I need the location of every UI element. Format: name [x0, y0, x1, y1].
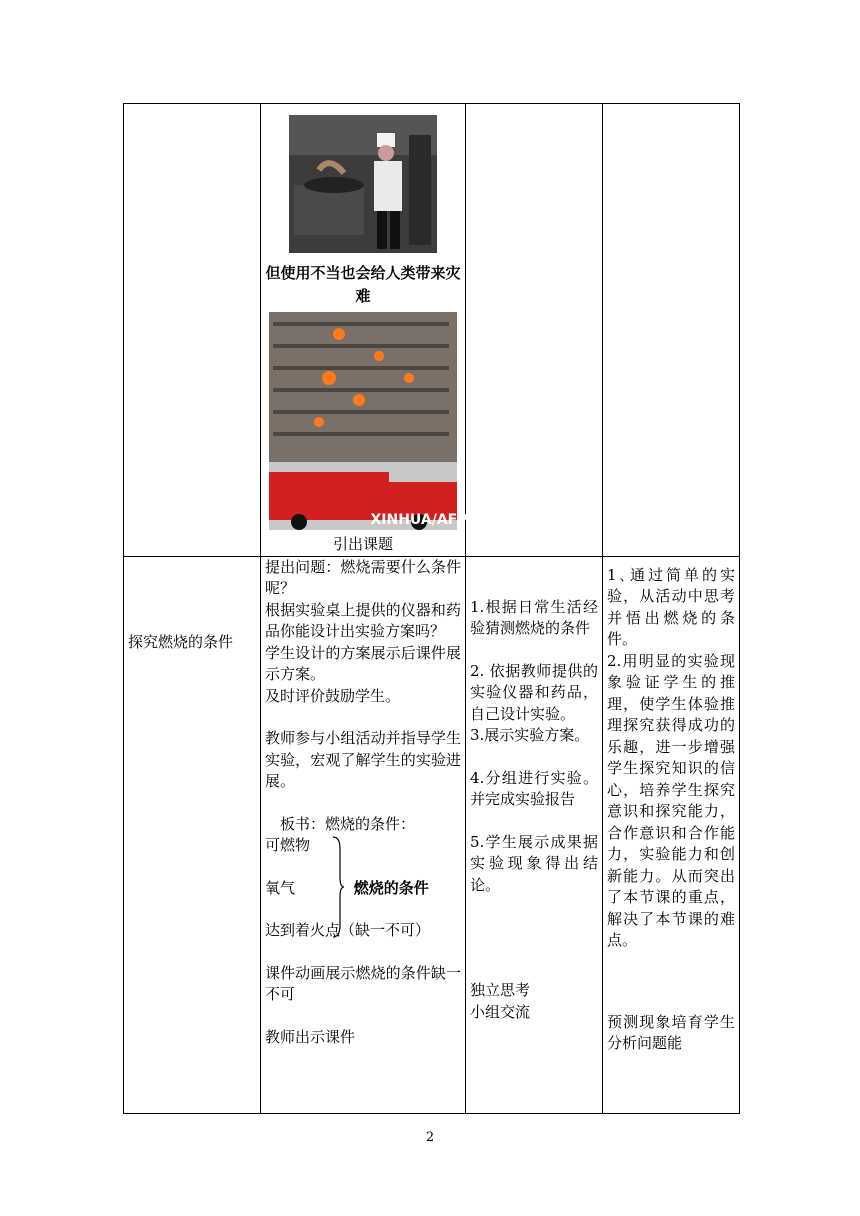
board-conditions	[265, 835, 461, 942]
intent-text: 2.用明显的实验现象验证学生的推理，使学生体验推理探究获得成功的乐趣，进一步增强学生探究知识的信心，培养学生探究意识和探究能力，合作意识和合作能力，实验能力和创新能力。从而突出了本节课的重点，解决了本节课的难点。	[607, 651, 735, 949]
page-number: 2	[425, 1130, 435, 1145]
building-fire-photo	[269, 312, 468, 530]
student-cell-empty	[466, 104, 603, 557]
condition-label: 燃烧的条件	[353, 878, 429, 897]
table-row	[124, 104, 740, 557]
board-title: 板书：燃烧的条件：	[265, 814, 416, 833]
teacher-text: 及时评价鼓励学生。	[265, 686, 401, 705]
student-text: 5.学生展示成果据实验现象得出结论。	[470, 832, 598, 894]
watermark-text: XINHUA/AFP	[370, 512, 468, 528]
condition-3: 达到着火点（缺一不可）	[265, 921, 431, 939]
teacher-text: 学生设计的方案展示后课件展示方案。	[265, 643, 461, 683]
condition-2: 氧气	[265, 878, 296, 897]
student-text: 1.根据日常生活经验猜测燃烧的条件	[470, 597, 598, 637]
stage-cell-empty	[124, 104, 261, 557]
teacher-text: 教师出示课件	[265, 1027, 356, 1046]
stage-title: 探究燃烧的条件	[128, 632, 234, 651]
stage-cell	[124, 556, 261, 1113]
student-text: 4.分组进行实验。并完成实验报告	[470, 768, 598, 808]
teacher-text: 教师参与小组活动并指导学生实验，宏观了解学生的实验进展。	[265, 729, 461, 790]
teacher-activity-cell	[261, 556, 466, 1113]
student-activity-cell	[466, 556, 603, 1113]
student-text: 3.展示实验方案。	[470, 726, 590, 744]
teacher-text: 课件动画展示燃烧的条件缺一不可	[265, 963, 461, 1003]
condition-1: 可燃物	[265, 836, 311, 854]
lesson-plan-table	[123, 103, 740, 1114]
brace-icon	[332, 835, 344, 939]
teacher-text: 根据实验桌上提供的仪器和药品你能设计出实验方案吗？	[265, 600, 461, 640]
condition-2-row	[265, 878, 461, 900]
table-row	[124, 556, 740, 1113]
intent-cell-empty	[603, 104, 740, 557]
teacher-text: 提出问题：燃烧需要什么条件呢？	[265, 557, 461, 597]
intent-text: 预测现象培育学生分析问题能	[607, 1012, 735, 1052]
student-text: 独立思考	[470, 981, 531, 999]
chef-cooking-photo	[289, 115, 437, 253]
design-intent-cell	[603, 556, 740, 1113]
student-text: 小组交流	[470, 1002, 531, 1021]
content-cell-images	[261, 104, 466, 557]
image-caption-bold: 但使用不当也会给人类带来灾难	[265, 264, 461, 305]
image-caption: 引出课题	[332, 535, 393, 553]
student-text: 2. 依据教师提供的实验仪器和药品，自己设计实验。	[470, 661, 598, 723]
intent-text: 1､通过简单的实验，从活动中思考并悟出燃烧的条件。	[607, 565, 735, 648]
